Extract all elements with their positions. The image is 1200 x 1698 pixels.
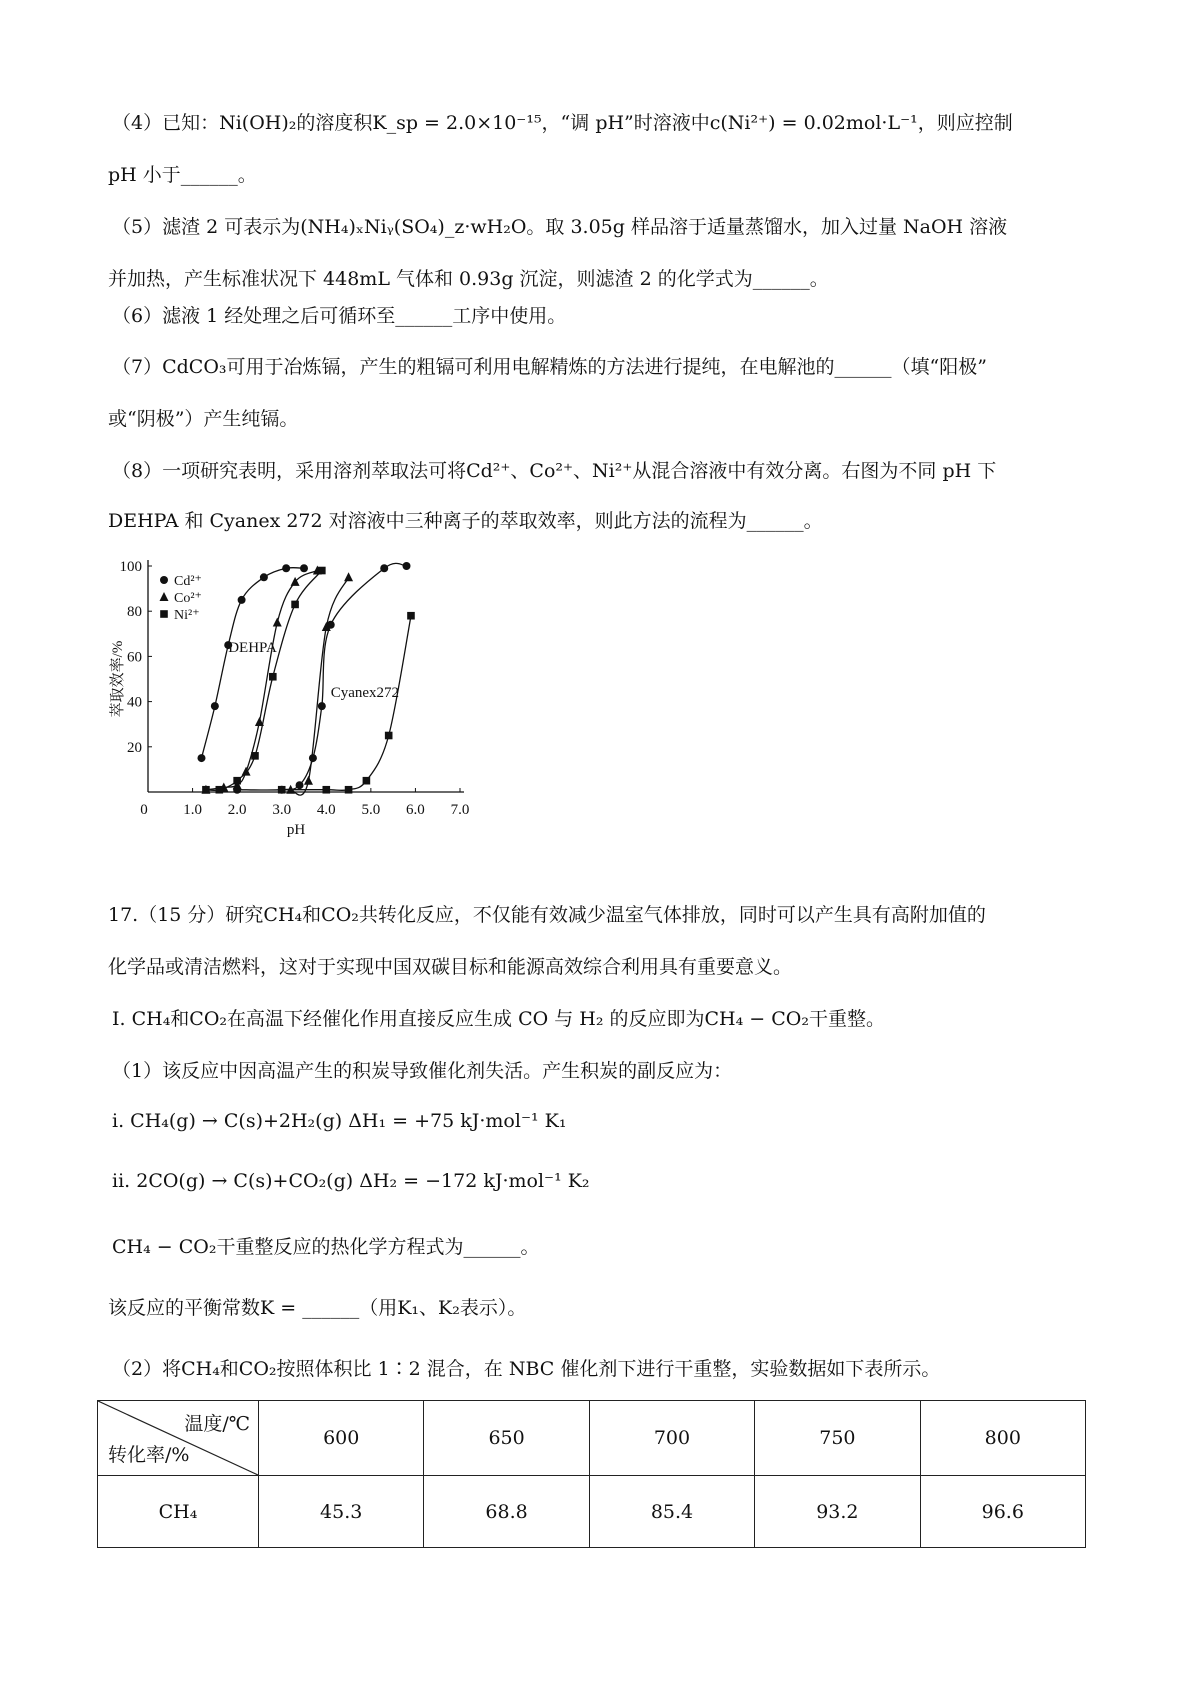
data-point-square-dehpa [216,786,224,794]
q17-line-2: 化学品或清洁燃料，这对于实现中国双碳目标和能源高效综合利用具有重要意义。 [108,956,793,978]
part-2-line: （2）将CH₄和CO₂按照体积比 1∶2 混合，在 NBC 催化剂下进行干重整，实验数据如下表所示。 [112,1358,941,1380]
data-point-circle-cyanex272 [296,781,304,789]
table-row [98,1476,1086,1548]
legend-label: Cd²⁺ [174,574,202,589]
x-tick-label: 6.0 [406,802,425,818]
y-axis-label: 萃取效率/% [110,640,126,718]
y-tick-label: 40 [127,694,142,711]
table-cell: 93.2 [755,1476,920,1548]
temperature-header: 温度/℃ [184,1413,250,1435]
series-line-square-dehpa [206,571,322,791]
q7-line-1: （7）CdCO₃可用于冶炼镉，产生的粗镉可利用电解精炼的方法进行提纯，在电解池的______（填“阳极” [112,356,987,378]
q8-line-1: （8）一项研究表明，采用溶剂萃取法可将Cd²⁺、Co²⁺、Ni²⁺从混合溶液中有效分离。右图为不同 pH 下 [112,460,997,482]
q6-line: （6）滤液 1 经处理之后可循环至______工序中使用。 [112,305,567,327]
k-question: 该反应的平衡常数K = ______（用K₁、K₂表示）。 [108,1297,527,1319]
table-header-cell: 800 [920,1401,1085,1476]
x-tick-label: 5.0 [361,802,381,818]
annotation-cyanex: Cyanex272 [330,685,400,702]
data-point-square-cyanex272 [278,786,286,794]
q5-line-1: （5）滤渣 2 可表示为(NH₄)ₓNiᵧ(SO₄)_z·wH₂O。取 3.05g 样品溶于适量蒸馏水，加入过量 NaOH 溶液 [112,216,1008,238]
data-point-square-cyanex272 [322,786,330,794]
table-header-cell: 600 [259,1401,424,1476]
data-point-square-cyanex272 [363,777,371,785]
y-tick-label: 20 [127,739,142,756]
data-point-circle-cyanex272 [403,562,411,570]
conversion-table [97,1400,1086,1548]
q5-line-2: 并加热，产生标准状况下 448mL 气体和 0.93g 沉淀，则滤渣 2 的化学式为______。 [108,268,829,290]
data-point-circle-dehpa [211,702,219,710]
equation-question: CH₄ − CO₂干重整反应的热化学方程式为______。 [112,1236,540,1258]
x-tick-label: 0 [140,802,148,818]
part-1-line: （1）该反应中因高温产生的积炭导致催化剂失活。产生积炭的副反应为： [112,1060,733,1082]
y-tick-label: 80 [127,604,142,621]
data-point-circle-dehpa [260,573,268,581]
reaction-i: i. CH₄(g) → C(s)+2H₂(g) ΔH₁ = +75 kJ·mol⁻¹ K₁ [112,1110,567,1132]
legend-marker-triangle [160,592,169,601]
x-tick-label: 2.0 [227,802,247,818]
q8-line-2: DEHPA 和 Cyanex 272 对溶液中三种离子的萃取效率，则此方法的流程为______。 [108,510,823,532]
table-header-cell: 750 [755,1401,920,1476]
q17-line-1: 17.（15 分）研究CH₄和CO₂共转化反应，不仅能有效减少温室气体排放，同时可以产生具有高附加值的 [108,904,986,926]
series-line-triangle-dehpa [206,571,318,790]
data-point-square-dehpa [251,752,259,760]
table-header-cell: 700 [589,1401,754,1476]
table-cell: 85.4 [589,1476,754,1548]
x-tick-label: 3.0 [272,802,292,818]
section-1-line: Ⅰ. CH₄和CO₂在高温下经催化作用直接反应生成 CO 与 H₂ 的反应即为CH₄ − CO₂干重整。 [112,1008,885,1030]
series-line-square-cyanex272 [282,616,411,791]
q4-line-2: pH 小于______。 [108,164,257,186]
data-point-circle-cyanex272 [318,702,326,710]
data-point-square-dehpa [269,673,277,681]
data-point-square-cyanex272 [407,612,415,620]
table-corner-cell [98,1401,259,1476]
data-point-circle-dehpa [238,596,246,604]
legend-label: Ni²⁺ [174,608,200,623]
data-point-circle-cyanex272 [309,754,317,762]
data-point-circle-dehpa [197,754,205,762]
y-tick-label: 100 [119,559,142,575]
data-point-square-cyanex272 [385,732,393,740]
data-point-triangle-dehpa [273,618,282,627]
data-point-circle-dehpa [300,564,308,572]
series-line-circle-dehpa [202,568,305,758]
legend-label: Co²⁺ [174,591,202,606]
q7-line-2: 或“阴极”）产生纯镉。 [108,408,299,430]
data-point-circle-dehpa [282,564,290,572]
y-tick-label: 60 [127,649,142,666]
data-point-square-dehpa [233,777,241,785]
data-point-circle-cyanex272 [233,786,241,794]
table-cell: 68.8 [424,1476,589,1548]
table-cell: 45.3 [259,1476,424,1548]
legend-marker-circle [160,576,168,584]
reaction-ii: ii. 2CO(g) → C(s)+CO₂(g) ΔH₂ = −172 kJ·mol⁻¹ K₂ [112,1170,590,1192]
x-tick-label: 7.0 [450,802,470,818]
table-cell: 96.6 [920,1476,1085,1548]
table-header-row [98,1401,1086,1476]
x-axis-label: pH [286,822,306,838]
data-point-square-cyanex272 [345,786,353,794]
conversion-header: 转化率/% [108,1444,190,1466]
x-tick-label: 4.0 [316,802,336,818]
data-point-square-dehpa [202,786,210,794]
x-tick-label: 1.0 [183,802,202,818]
table-header-cell: 650 [424,1401,589,1476]
data-point-square-dehpa [291,601,299,609]
annotation-dehpa: DEHPA [228,639,277,656]
row-label-ch4: CH₄ [98,1476,259,1548]
legend-marker-square [160,610,168,618]
extraction-efficiency-chart [108,548,528,848]
data-point-triangle-cyanex272 [344,572,353,581]
data-point-square-dehpa [318,567,326,575]
data-point-circle-cyanex272 [380,564,388,572]
q4-line-1: （4）已知：Ni(OH)₂的溶度积K_sp = 2.0×10⁻¹⁵，“调 pH”时溶液中c(Ni²⁺) = 0.02mol·L⁻¹，则应控制 [112,112,1013,134]
